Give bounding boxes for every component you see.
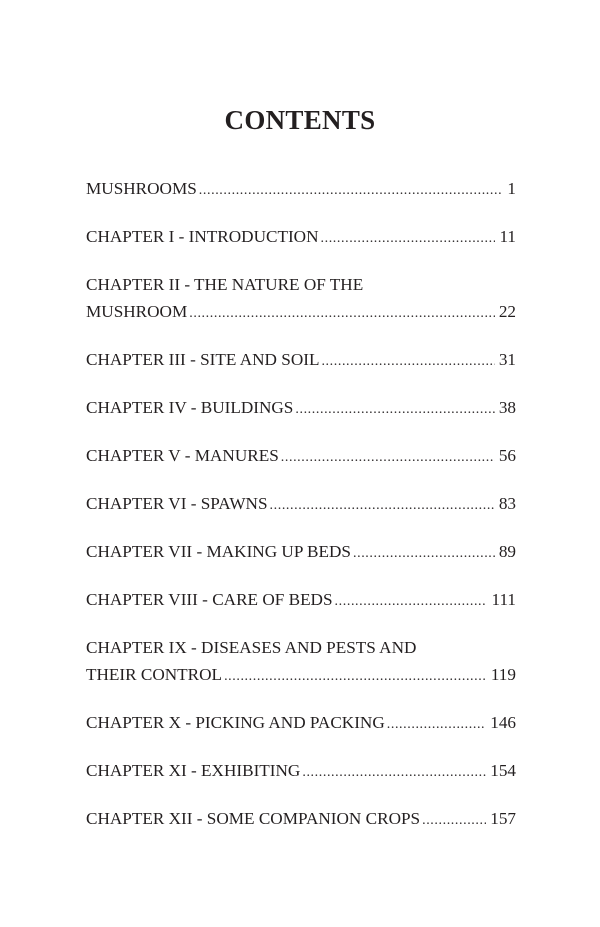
toc-entry-line (86, 538, 516, 567)
toc-entry-line (86, 805, 516, 834)
toc-page-number: 56 (498, 446, 516, 465)
dot-leader (295, 396, 494, 423)
toc-entry[interactable] (86, 346, 516, 375)
dot-leader (387, 711, 486, 738)
toc-entry[interactable] (86, 709, 516, 738)
dot-leader (335, 588, 488, 615)
toc-entry-title-line1: CHAPTER II - THE NATURE OF THE (86, 275, 364, 294)
toc-page-number: 146 (490, 713, 516, 732)
toc-entry-line (86, 661, 516, 690)
toc-entry[interactable] (86, 271, 516, 327)
toc-entry-line (86, 346, 516, 375)
dot-leader (302, 759, 486, 786)
toc-entry[interactable] (86, 634, 516, 690)
dot-leader (224, 663, 487, 690)
toc-entry-line (86, 298, 516, 327)
toc-entry-title: CHAPTER V - MANURES (86, 446, 279, 465)
toc-entry-title: CHAPTER VII - MAKING UP BEDS (86, 542, 351, 561)
toc-entry[interactable] (86, 757, 516, 786)
toc-page-number: 22 (498, 302, 516, 321)
toc-page-number: 38 (498, 398, 516, 417)
toc-entry[interactable] (86, 175, 516, 204)
toc-page-number: 83 (498, 494, 516, 513)
toc-entry-title: CHAPTER I - INTRODUCTION (86, 227, 319, 246)
toc-page-number: 111 (491, 590, 516, 609)
toc-page-number: 11 (499, 227, 516, 246)
toc-entry-line (86, 223, 516, 252)
toc-entry-title: CHAPTER IV - BUILDINGS (86, 398, 294, 417)
toc-entry[interactable] (86, 586, 516, 615)
toc-entry-line (86, 175, 516, 204)
toc-entry-line (86, 490, 516, 519)
dot-leader (199, 177, 504, 204)
toc-entry[interactable] (86, 394, 516, 423)
dot-leader (353, 540, 495, 567)
dot-leader (422, 807, 486, 834)
toc-entry-title: CHAPTER VI - SPAWNS (86, 494, 268, 513)
toc-page-number: 119 (490, 665, 516, 684)
toc-entry-title: CHAPTER XII - SOME COMPANION CROPS (86, 809, 421, 828)
toc-entry-title-line1: CHAPTER IX - DISEASES AND PESTS AND (86, 638, 417, 657)
dot-leader (270, 492, 495, 519)
toc-entry[interactable] (86, 805, 516, 834)
page-title: CONTENTS (224, 105, 376, 135)
toc-entry[interactable] (86, 442, 516, 471)
dot-leader (321, 348, 494, 375)
toc-entry-title: CHAPTER VIII - CARE OF BEDS (86, 590, 333, 609)
toc-page-number: 157 (490, 809, 516, 828)
toc-entry-title: CHAPTER III - SITE AND SOIL (86, 350, 320, 369)
toc-entry-title-line2: MUSHROOM (86, 302, 188, 321)
toc-page-number: 31 (498, 350, 516, 369)
toc-entry-line (86, 709, 516, 738)
toc-entry-line (86, 394, 516, 423)
toc-page-number: 154 (490, 761, 516, 780)
toc-entry[interactable] (86, 490, 516, 519)
toc-entry-line (86, 442, 516, 471)
toc-entry-title: CHAPTER X - PICKING AND PACKING (86, 713, 385, 732)
toc-entry-title: CHAPTER XI - EXHIBITING (86, 761, 301, 780)
toc-entry-line (86, 757, 516, 786)
toc-entry-title-line2: THEIR CONTROL (86, 665, 223, 684)
table-of-contents (86, 175, 516, 853)
toc-entry[interactable] (86, 223, 516, 252)
toc-entry-title: MUSHROOMS (86, 179, 197, 198)
toc-entry-line (86, 586, 516, 615)
dot-leader (281, 444, 495, 471)
toc-page-number: 1 (507, 179, 516, 198)
toc-entry[interactable] (86, 538, 516, 567)
dot-leader (321, 225, 496, 252)
dot-leader (189, 300, 495, 327)
toc-page-number: 89 (498, 542, 516, 561)
